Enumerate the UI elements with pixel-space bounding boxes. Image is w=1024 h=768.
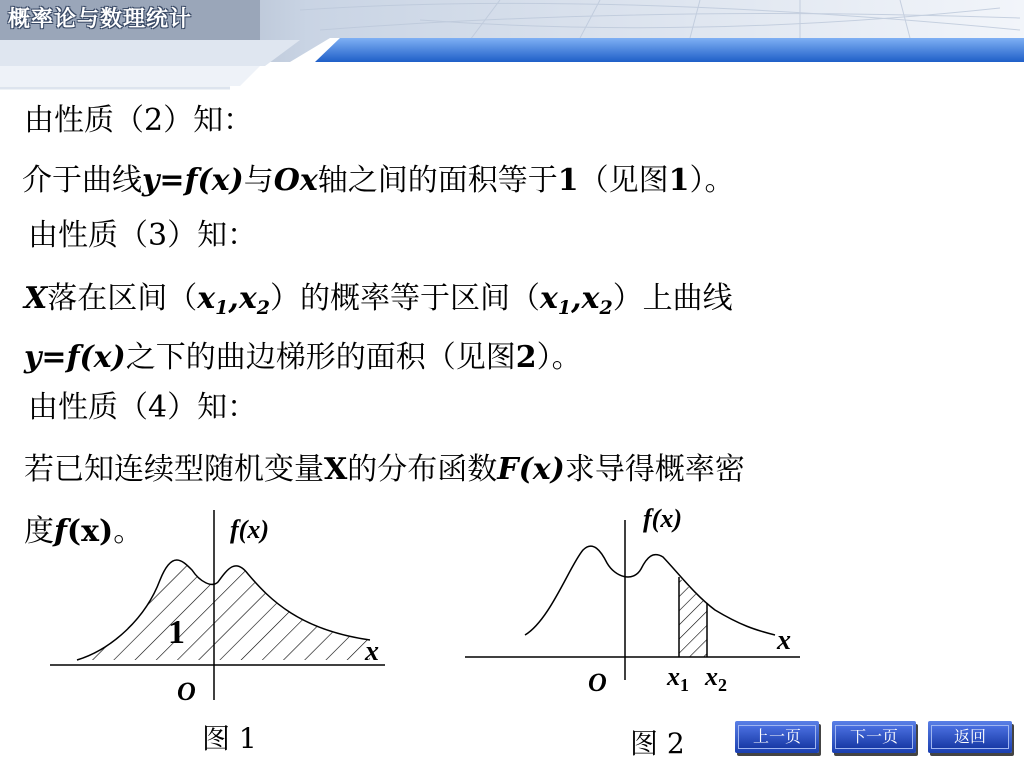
property-2-heading: 由性质（2）知： xyxy=(24,103,254,138)
property-2-statement: 介于曲线y=f(x)与Ox轴之间的面积等于1（见图1）。 xyxy=(22,163,735,198)
figure-1-total-area xyxy=(40,500,410,715)
origin-label: O xyxy=(177,677,196,706)
y-axis-label: f(x) xyxy=(643,504,682,533)
area-label: 1 xyxy=(168,614,185,651)
figure-2-interval-area xyxy=(455,495,815,710)
interval-hatch xyxy=(679,570,709,660)
x1-label: $x_1$ xyxy=(667,662,689,695)
y-axis-label: f(x) xyxy=(230,515,269,544)
x-axis-label: x xyxy=(777,625,791,656)
course-title: 概率论与数理统计 xyxy=(8,7,193,32)
header-banner xyxy=(0,0,1024,100)
property-4-heading: 由性质（4）知： xyxy=(28,390,258,425)
back-label: 返回 xyxy=(931,725,1009,749)
density-curve xyxy=(525,546,775,635)
hatch-fill-area xyxy=(77,540,377,665)
property-4-statement-cont: 度f(x)。 xyxy=(24,514,144,549)
back-button[interactable] xyxy=(928,721,1012,753)
property-3-statement-cont: y=f(x)之下的曲边梯形的面积（见图2）。 xyxy=(24,340,582,375)
property-3-statement: X落在区间$(x_1,x_2)$的概率等于区间$(x_1,x_2)$上曲线 xyxy=(24,281,733,319)
next-page-label: 下一页 xyxy=(835,725,913,749)
x-axis-label: x xyxy=(365,636,379,667)
x2-label: $x_2$ xyxy=(705,662,727,695)
next-page-button[interactable] xyxy=(832,721,916,753)
origin-label: O xyxy=(588,668,607,697)
figure-1-caption: 图 1 xyxy=(202,722,257,755)
figure-2-caption: 图 2 xyxy=(630,727,685,760)
property-4-statement: 若已知连续型随机变量X的分布函数F(x)求导得概率密 xyxy=(24,452,745,487)
prev-page-label: 上一页 xyxy=(738,725,816,749)
property-3-heading: 由性质（3）知： xyxy=(28,218,258,253)
prev-page-button[interactable] xyxy=(735,721,819,753)
